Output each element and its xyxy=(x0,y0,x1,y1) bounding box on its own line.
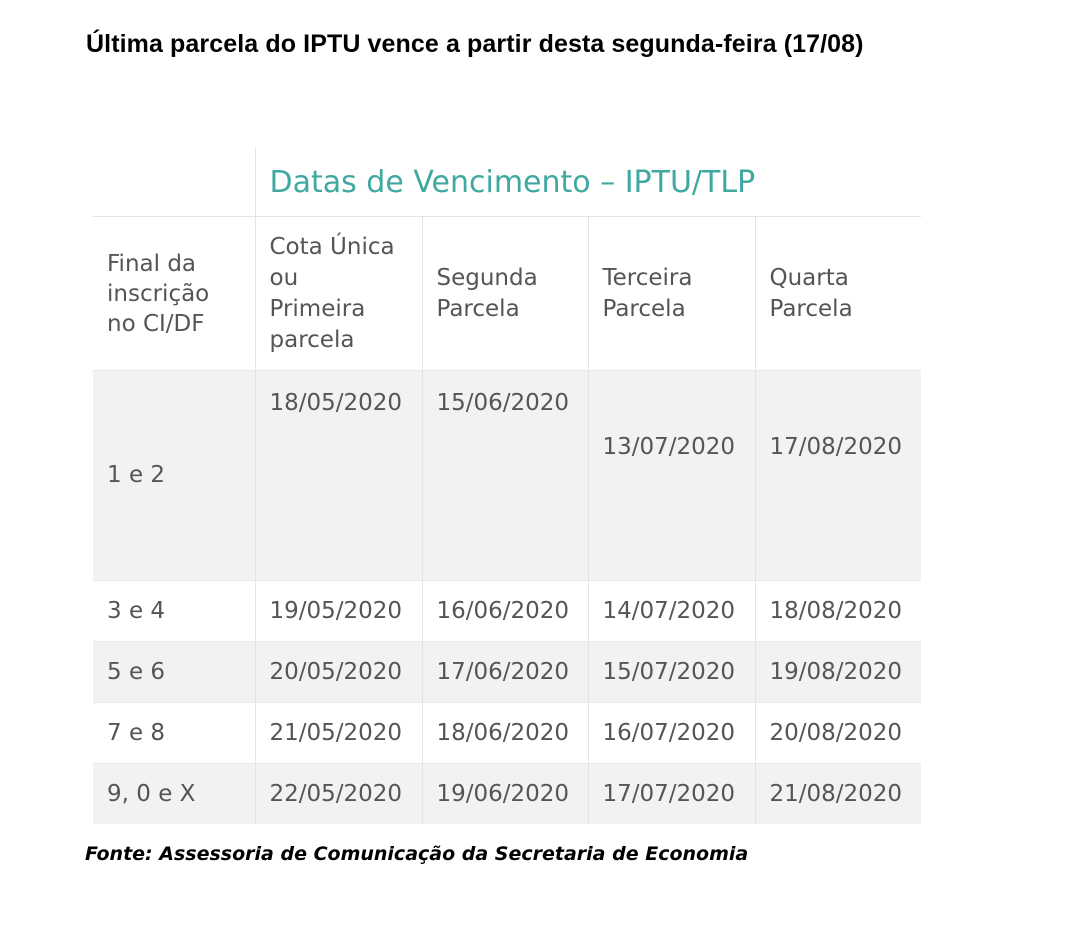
date-cell: 14/07/2020 xyxy=(588,581,755,642)
table-row xyxy=(93,581,921,642)
due-dates-table xyxy=(93,148,921,824)
header-line: Parcela xyxy=(436,295,520,322)
header-segunda-parcela xyxy=(422,217,588,371)
header-line: Quarta xyxy=(769,264,849,291)
table-title: Datas de Vencimento – IPTU/TLP xyxy=(255,148,921,217)
table-header-row xyxy=(93,217,921,371)
source-caption: Fonte: Assessoria de Comunicação da Secretaria de Economia xyxy=(85,843,749,865)
date-cell: 21/08/2020 xyxy=(755,764,921,825)
date-cell: 17/07/2020 xyxy=(588,764,755,825)
header-line: Parcela xyxy=(769,295,853,322)
header-quarta-parcela xyxy=(755,217,921,371)
header-line: Cota Única xyxy=(269,233,395,260)
date-cell: 16/07/2020 xyxy=(588,703,755,764)
header-line: Terceira xyxy=(602,264,693,291)
row-final-cell: 3 e 4 xyxy=(93,581,255,642)
table-corner-blank xyxy=(93,148,255,217)
row-final-cell: 9, 0 e X xyxy=(93,764,255,825)
table-title-row xyxy=(93,148,921,217)
date-cell: 15/07/2020 xyxy=(588,642,755,703)
header-line: Segunda xyxy=(436,264,538,291)
date-cell: 13/07/2020 xyxy=(588,371,755,581)
header-line: Final da xyxy=(107,250,197,277)
header-line: parcela xyxy=(269,326,355,353)
row-final-cell: 5 e 6 xyxy=(93,642,255,703)
date-cell: 22/05/2020 xyxy=(255,764,422,825)
headline: Última parcela do IPTU vence a partir desta segunda-feira (17/08) xyxy=(86,30,864,58)
date-cell: 19/05/2020 xyxy=(255,581,422,642)
header-cota-unica xyxy=(255,217,422,371)
date-cell: 19/08/2020 xyxy=(755,642,921,703)
date-cell: 19/06/2020 xyxy=(422,764,588,825)
row-final-cell: 1 e 2 xyxy=(93,371,255,581)
date-cell: 17/06/2020 xyxy=(422,642,588,703)
date-cell: 18/08/2020 xyxy=(755,581,921,642)
due-dates-table-wrapper xyxy=(93,148,921,824)
table-row xyxy=(93,371,921,581)
date-cell: 18/06/2020 xyxy=(422,703,588,764)
date-cell: 18/05/2020 xyxy=(255,371,422,581)
date-cell: 21/05/2020 xyxy=(255,703,422,764)
date-cell: 15/06/2020 xyxy=(422,371,588,581)
table-row xyxy=(93,642,921,703)
table-row xyxy=(93,764,921,825)
header-line: ou xyxy=(269,264,299,291)
table-row xyxy=(93,703,921,764)
header-line: Parcela xyxy=(602,295,686,322)
header-line: Primeira xyxy=(269,295,366,322)
date-cell: 17/08/2020 xyxy=(755,371,921,581)
date-cell: 20/05/2020 xyxy=(255,642,422,703)
header-terceira-parcela xyxy=(588,217,755,371)
header-line: inscrição xyxy=(107,280,210,307)
date-cell: 16/06/2020 xyxy=(422,581,588,642)
date-cell: 20/08/2020 xyxy=(755,703,921,764)
header-final-inscricao xyxy=(93,217,255,371)
header-line: no CI/DF xyxy=(107,310,205,337)
row-final-cell: 7 e 8 xyxy=(93,703,255,764)
